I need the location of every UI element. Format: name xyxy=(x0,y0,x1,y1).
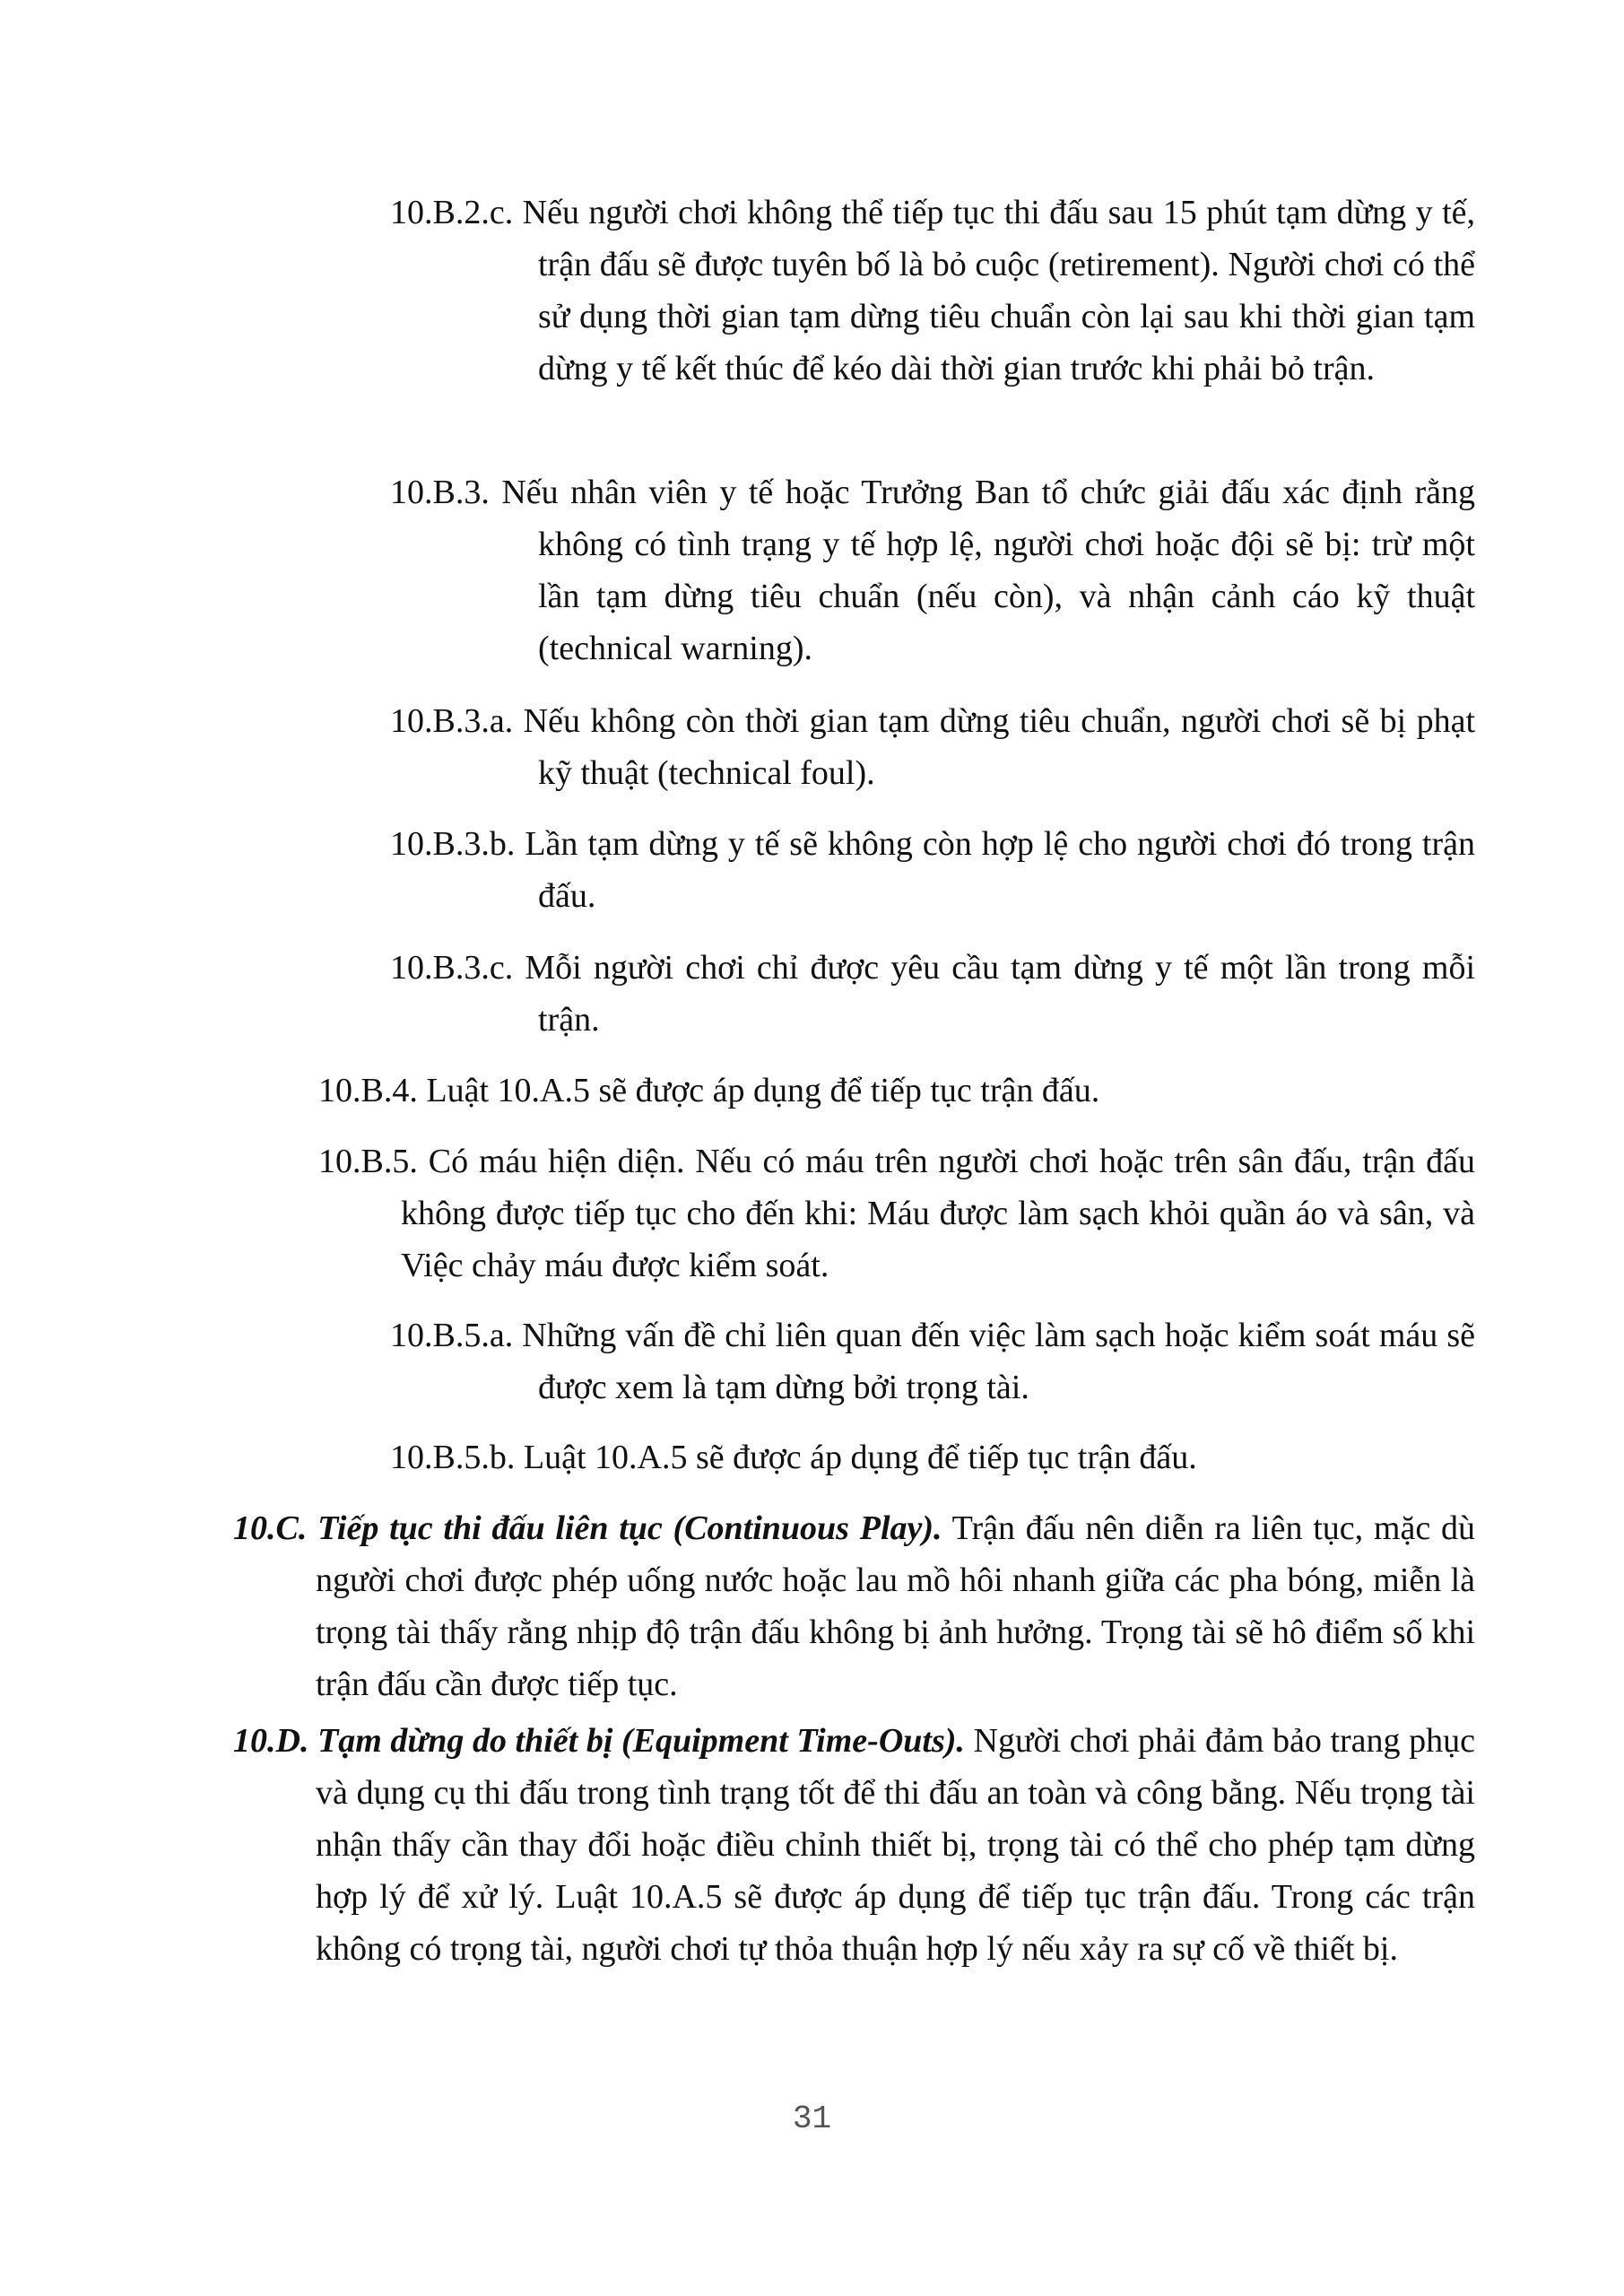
rule-10B3c xyxy=(390,942,1475,1046)
section-text: Người chơi phải đảm bảo trang phục và dụng cụ thi đấu trong tình trạng tốt để thi đấu an toàn và công bằng. Nếu trọng tài nhận thấy cần thay đổi hoặc điều chỉnh thiết bị, trọng tài có thể cho phép tạm dừng hợp lý để xử lý. Luật 10.A.5 sẽ được áp dụng để tiếp tục trận đấu. Trong các trận không có trọng tài, người chơi tự thỏa thuận hợp lý nếu xảy ra sự cố về thiết bị. xyxy=(316,1722,1475,1968)
rule-10B5 xyxy=(318,1135,1475,1292)
section-heading: Tạm dừng do thiết bị (Equipment Time-Outs). xyxy=(317,1722,965,1760)
rule-number: 10.B.5.b. xyxy=(390,1439,516,1476)
rule-10B5a xyxy=(390,1309,1475,1413)
page-number: 31 xyxy=(792,2100,832,2137)
section-heading: Tiếp tục thi đấu liên tục (Continuous Play). xyxy=(317,1509,942,1547)
rule-text: Nếu không còn thời gian tạm dừng tiêu chuẩn, người chơi sẽ bị phạt kỹ thuật (technical foul). xyxy=(523,702,1475,792)
rule-text: Lần tạm dừng y tế sẽ không còn hợp lệ cho người chơi đó trong trận đấu. xyxy=(525,825,1476,915)
rule-10B3a xyxy=(390,695,1475,799)
rule-number: 10.B.5.a. xyxy=(390,1317,514,1354)
rule-number: 10.B.5. xyxy=(318,1143,418,1180)
rule-10B4 xyxy=(318,1065,1475,1117)
rule-number: 10.B.3. xyxy=(390,474,490,511)
rule-number: 10.B.4. xyxy=(318,1072,418,1109)
rule-text: Luật 10.A.5 sẽ được áp dụng để tiếp tục trận đấu. xyxy=(426,1072,1100,1109)
rule-number: 10.B.3.c. xyxy=(390,949,514,987)
rule-number: 10.B.3.a. xyxy=(390,702,514,740)
rule-number: 10.B.2.c. xyxy=(390,194,514,231)
rule-text: Nếu nhân viên y tế hoặc Trưởng Ban tổ chức giải đấu xác định rằng không có tình trạng y tế hợp lệ, người chơi hoặc đội sẽ bị: trừ một lần tạm dừng tiêu chuẩn (nếu còn), và nhận cảnh cáo kỹ thuật (technical warning). xyxy=(501,474,1476,667)
rule-10B3 xyxy=(390,466,1475,674)
rule-number: 10.B.3.b. xyxy=(390,825,516,863)
rule-text: Mỗi người chơi chỉ được yêu cầu tạm dừng y tế một lần trong mỗi trận. xyxy=(525,949,1476,1039)
rule-10B2c xyxy=(390,187,1475,395)
rule-text: Nếu người chơi không thể tiếp tục thi đấu sau 15 phút tạm dừng y tế, trận đấu sẽ được tuyên bố là bỏ cuộc (retirement). Người chơi có thể sử dụng thời gian tạm dừng tiêu chuẩn còn lại sau khi thời gian tạm dừng y tế kết thúc để kéo dài thời gian trước khi phải bỏ trận. xyxy=(522,194,1475,387)
rule-text: Có máu hiện diện. Nếu có máu trên người chơi hoặc trên sân đấu, trận đấu không được tiếp tục cho đến khi: Máu được làm sạch khỏi quần áo và sân, và Việc chảy máu được kiểm soát. xyxy=(401,1143,1476,1284)
rule-10B3b xyxy=(390,818,1475,922)
section-10C xyxy=(233,1502,1475,1710)
rule-text: Những vấn đề chỉ liên quan đến việc làm sạch hoặc kiểm soát máu sẽ được xem là tạm dừng bởi trọng tài. xyxy=(522,1317,1475,1406)
section-10D xyxy=(233,1715,1475,1975)
section-text: Trận đấu nên diễn ra liên tục, mặc dù người chơi được phép uống nước hoặc lau mồ hôi nhanh giữa các pha bóng, miễn là trọng tài thấy rằng nhịp độ trận đấu không bị ảnh hưởng. Trọng tài sẽ hô điểm số khi trận đấu cần được tiếp tục. xyxy=(316,1509,1475,1703)
section-number: 10.C. xyxy=(233,1509,308,1547)
rule-text: Luật 10.A.5 sẽ được áp dụng để tiếp tục trận đấu. xyxy=(523,1439,1197,1476)
rule-10B5b xyxy=(390,1431,1475,1483)
section-number: 10.D. xyxy=(233,1722,309,1760)
